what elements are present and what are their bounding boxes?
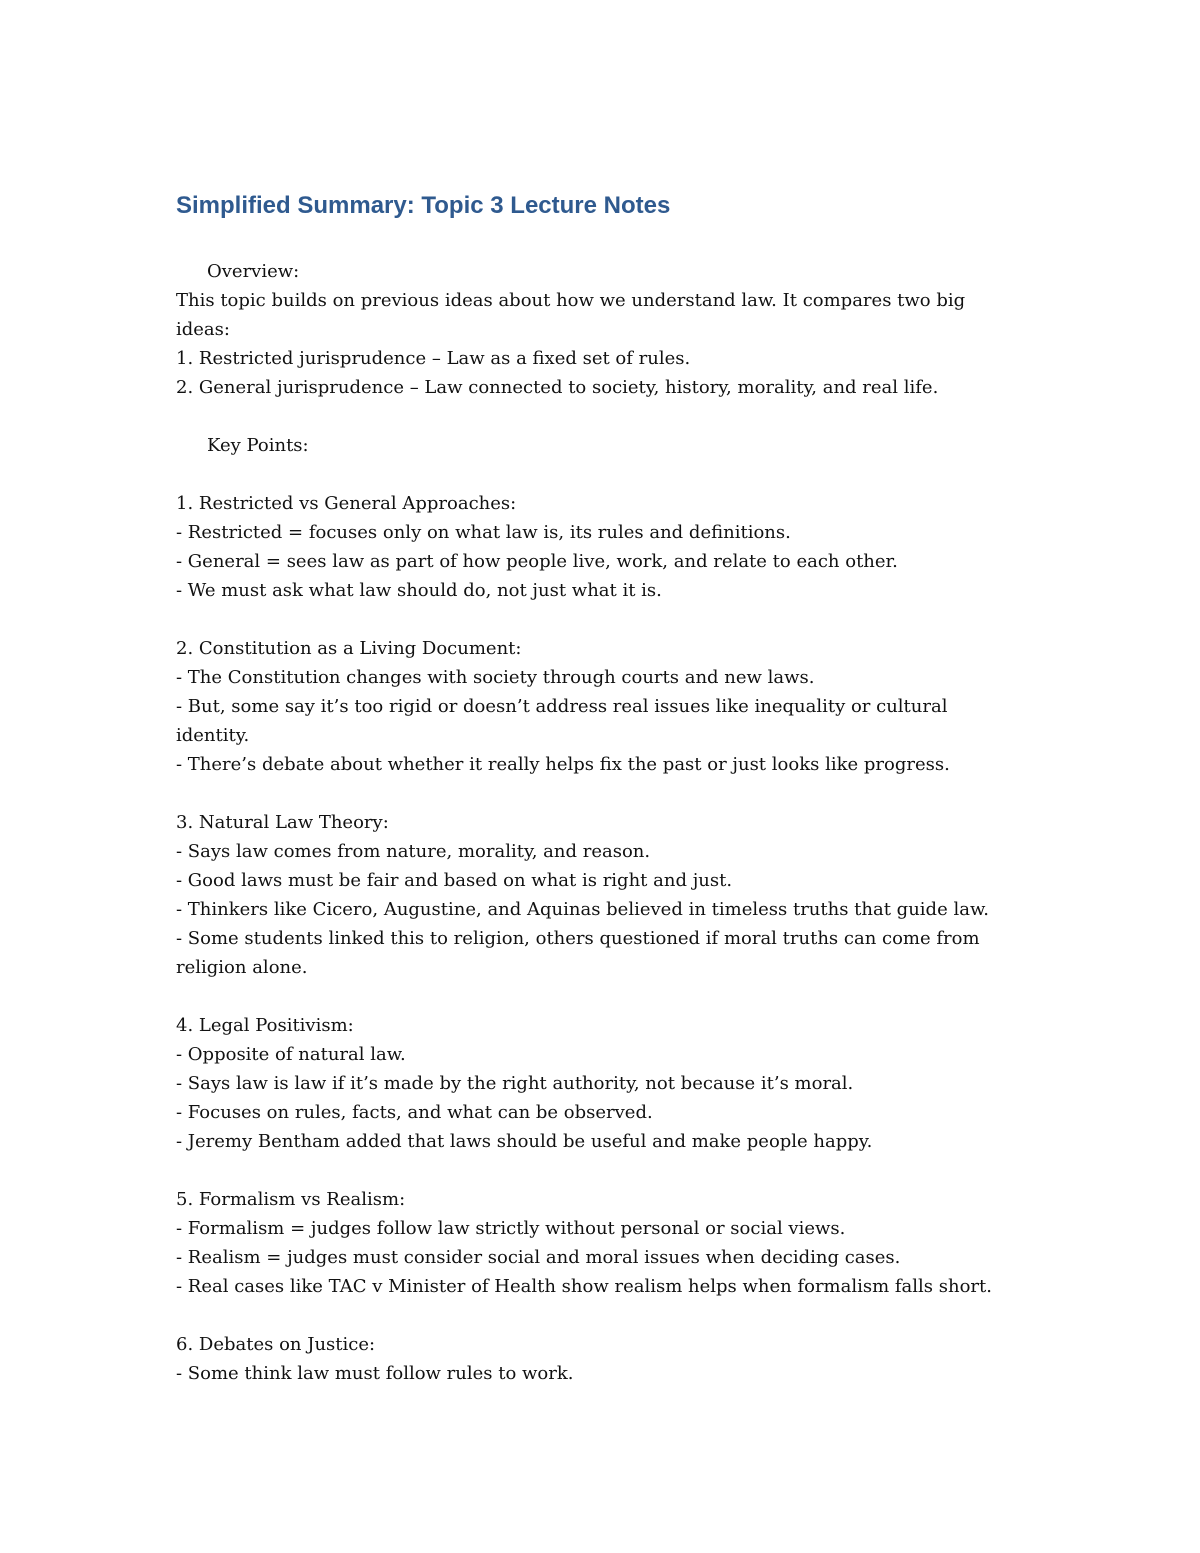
section-line: - Jeremy Bentham added that laws should be useful and make people happy. xyxy=(176,1131,873,1152)
section-line: - Realism = judges must consider social and moral issues when deciding cases. xyxy=(176,1247,901,1268)
section-line: - Says law is law if it’s made by the right authority, not because it’s moral. xyxy=(176,1073,854,1094)
section-line: - Says law comes from nature, morality, and reason. xyxy=(176,841,651,862)
section-line: - Restricted = focuses only on what law is, its rules and definitions. xyxy=(176,522,791,543)
section-line: - Good laws must be fair and based on what is right and just. xyxy=(176,870,733,891)
section-heading: 3. Natural Law Theory: xyxy=(176,812,389,833)
document-title: Simplified Summary: Topic 3 Lecture Notes xyxy=(176,192,671,219)
section-heading: 6. Debates on Justice: xyxy=(176,1334,376,1355)
section-heading: 1. Restricted vs General Approaches: xyxy=(176,493,517,514)
section-line: - Real cases like TAC v Minister of Health show realism helps when formalism falls short. xyxy=(176,1276,992,1297)
section-line: - There’s debate about whether it really helps fix the past or just looks like progress. xyxy=(176,754,950,775)
section-line: religion alone. xyxy=(176,957,308,978)
section-line: - The Constitution changes with society through courts and new laws. xyxy=(176,667,815,688)
section-line: - General = sees law as part of how people live, work, and relate to each other. xyxy=(176,551,898,572)
section-line: - Some students linked this to religion, others questioned if moral truths can come from xyxy=(176,928,980,949)
section-heading: 2. Constitution as a Living Document: xyxy=(176,638,522,659)
section-line: identity. xyxy=(176,725,250,746)
section-line: - We must ask what law should do, not just what it is. xyxy=(176,580,662,601)
section-line: - Focuses on rules, facts, and what can be observed. xyxy=(176,1102,653,1123)
overview-item: 2. General jurisprudence – Law connected to society, history, morality, and real life. xyxy=(176,377,939,398)
section-line: - Formalism = judges follow law strictly without personal or social views. xyxy=(176,1218,846,1239)
overview-text: This topic builds on previous ideas about how we understand law. It compares two big xyxy=(176,290,966,311)
section-heading: 4. Legal Positivism: xyxy=(176,1015,354,1036)
section-line: - But, some say it’s too rigid or doesn’t address real issues like inequality or cultural xyxy=(176,696,948,717)
section-line: - Some think law must follow rules to work. xyxy=(176,1363,574,1384)
section-line: - Opposite of natural law. xyxy=(176,1044,406,1065)
key-points-label: Key Points: xyxy=(207,435,309,456)
section-line: - Thinkers like Cicero, Augustine, and Aquinas believed in timeless truths that guide law. xyxy=(176,899,989,920)
overview-text: ideas: xyxy=(176,319,230,340)
overview-item: 1. Restricted jurisprudence – Law as a fixed set of rules. xyxy=(176,348,691,369)
overview-label: Overview: xyxy=(207,261,300,282)
section-heading: 5. Formalism vs Realism: xyxy=(176,1189,406,1210)
